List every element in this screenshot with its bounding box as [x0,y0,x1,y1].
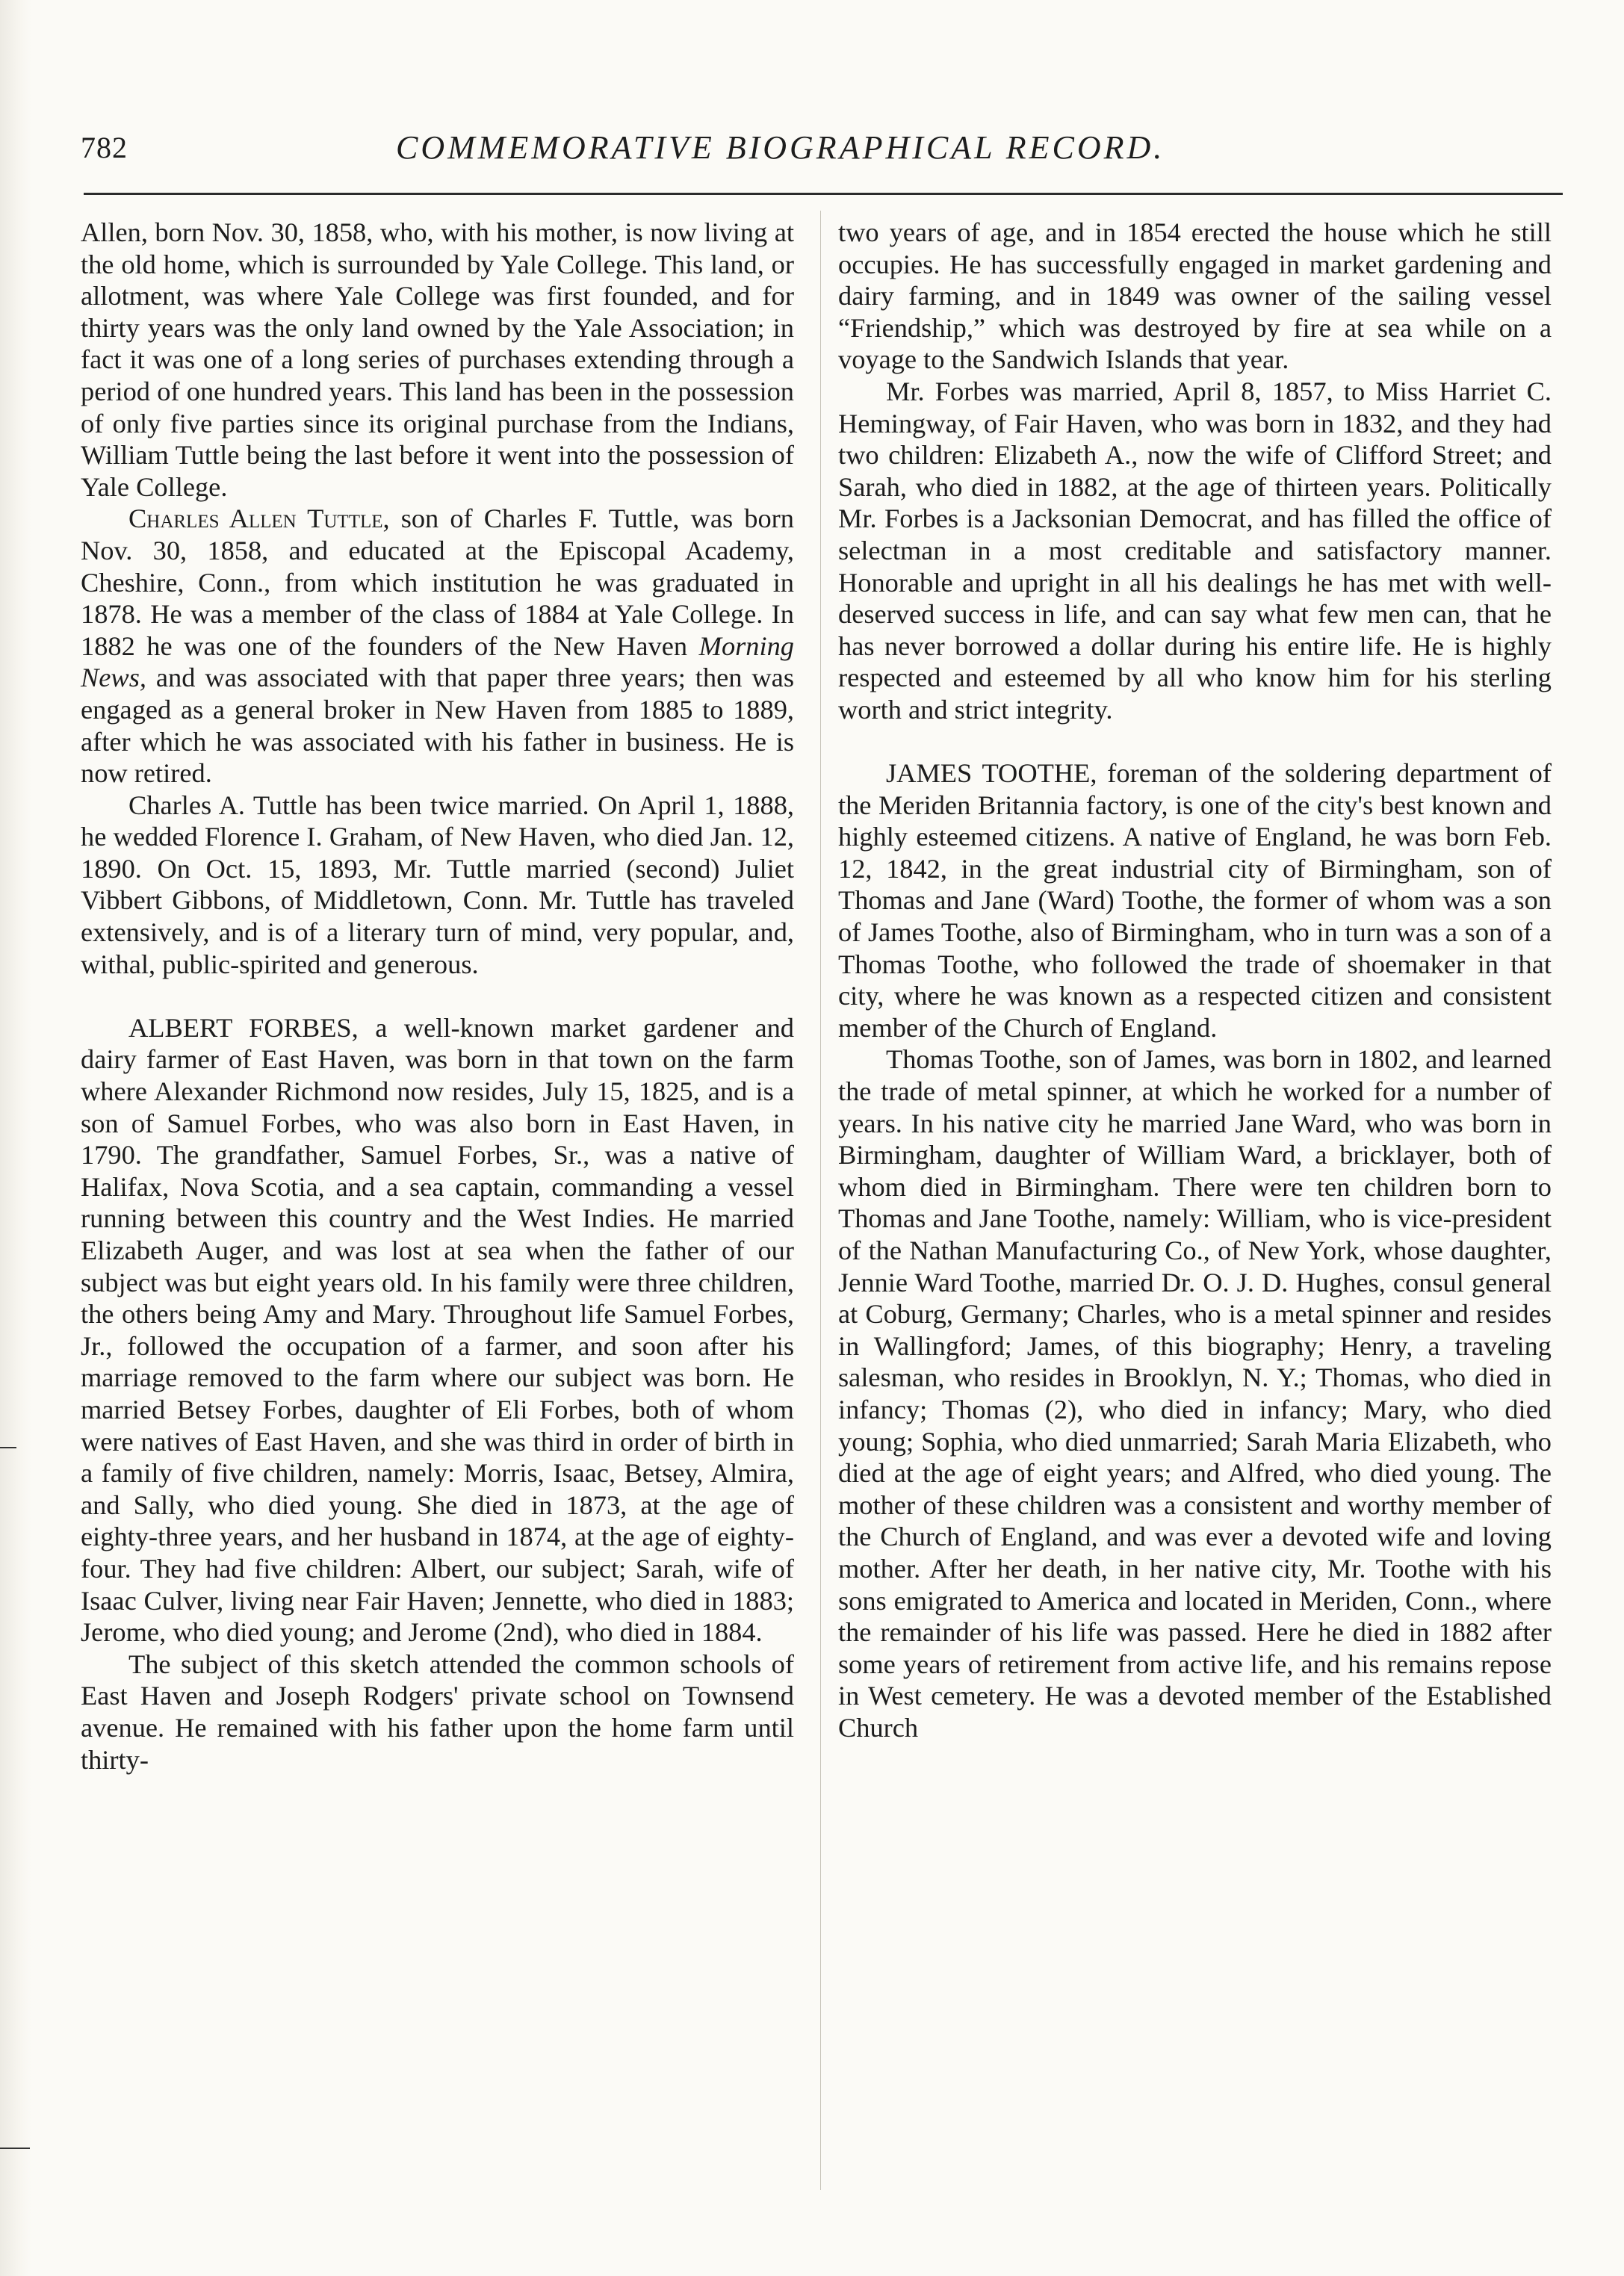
biography-entry: JAMES TOOTHE, foreman of the soldering department of the Meriden Britannia factory, is one of the city's best known and highly esteemed citizens. A native of England, he was born Feb. 12, 1842, in the great industrial city of Birmingham, son of Thomas and Jane (Ward) Toothe, the former of whom was a son of James Toothe, also of Birmingham, who in turn was a son of a Thomas Toothe, who followed the trade of shoemaker in that city, where he was known as a respected citizen and consistent member of the Church of England. [838,758,1552,1043]
paragraph: Mr. Forbes was married, April 8, 1857, to Miss Harriet C. Hemingway, of Fair Haven, who was born in 1832, and they had two children: Elizabeth A., now the wife of Clifford Street; and Sarah, who died in 1882, at the age of thirteen years. Politically Mr. Forbes is a Jacksonian Democrat, and has filled the office of selectman in a most creditable and satisfactory manner. Honorable and upright in all his dealings he has met with well-deserved success in life, and can say what few men can, that he has never borrowed a dollar during his entire life. He is highly respected and esteemed by all who know him for his sterling worth and strict integrity. [838,376,1552,725]
paragraph: Thomas Toothe, son of James, was born in 1802, and learned the trade of metal spinner, at which he worked for a number of years. In his native city he married Jane Ward, who was born in Birmingham, daughter of William Ward, a bricklayer, both of whom died in Birmingham. There were ten children born to Thomas and Jane Toothe, namely: William, who is vice-president of the Nathan Manufacturing Co., of New York, whose daughter, Jennie Ward Toothe, married Dr. O. J. D. Hughes, consul general at Coburg, Germany; Charles, who is a metal spinner and resides in Wallingford; James, of this biography; Henry, a traveling salesman, who resides in Brooklyn, N. Y.; Thomas, who died in infancy; Thomas (2), who died in infancy; Mary, who died young; Sophia, who died unmarried; Sarah Maria Elizabeth, who died at the age of eight years; and Alfred, who died young. The mother of these children was a consistent and worthy member of the Church of England, and was ever a devoted wife and loving mother. After her death, in her native city, Mr. Toothe with his sons emigrated to America and located in Meriden, Conn., where the remainder of his life was passed. Here he died in 1882 after some years of retirement from active life, and his remains repose in West cemetery. He was a devoted member of the Established Church [838,1044,1552,1743]
margin-mark [0,1447,16,1448]
left-column [81,217,794,1776]
paragraph [81,503,794,789]
paragraph-text: son of Charles F. Tuttle, was born Nov. 30, 1858, and educated at the Episcopal Academy, Cheshire, Conn., from which institution he was graduated in 1878. He was a member of the class of 1884 at Yale College. In 1882 he was one of the founders of the New Haven [81,503,794,661]
page-number: 782 [81,131,128,164]
paragraph: The subject of this sketch attended the common schools of East Haven and Joseph Rodgers' private school on Townsend avenue. He remained with his father upon the home farm until thirty- [81,1649,794,1775]
biography-entry: ALBERT FORBES, a well-known market gardener and dairy farmer of East Haven, was born in that town on the farm where Alexander Richmond now resides, July 15, 1825, and is a son of Samuel Forbes, who was also born in East Haven, in 1790. The grandfather, Samuel Forbes, Sr., was a native of Halifax, Nova Scotia, and a sea captain, commanding a vessel running between this country and the West Indies. He married Elizabeth Auger, and was lost at sea when the father of our subject was but eight years old. In his family were three children, the others being Amy and Mary. Throughout life Samuel Forbes, Jr., followed the occupation of a farmer, and soon after his marriage removed to the farm where our subject was born. He married Betsey Forbes, daughter of Eli Forbes, both of whom were natives of East Haven, and she was third in order of birth in a family of five children, namely: Morris, Isaac, Betsey, Almira, and Sally, who died young. She died in 1873, at the age of eighty-three years, and her husband in 1874, at the age of eighty-four. They had five children: Albert, our subject; Sarah, wife of Isaac Culver, living near Fair Haven; Jennette, who died in 1883; Jerome, who died young; and Jerome (2nd), who died in 1884. [81,1012,794,1648]
biography-name: Charles Allen Tuttle, [128,503,390,534]
margin-mark [0,2148,30,2149]
scan-edge [0,0,31,2276]
running-head: COMMEMORATIVE BIOGRAPHICAL RECORD. [396,129,1165,166]
right-column [838,217,1552,1744]
column-divider [820,211,821,2190]
header-rule [84,193,1563,195]
newspaper-title: Morning News, [81,630,794,693]
paragraph: two years of age, and in 1854 erected the house which he still occupies. He has successfully engaged in market gardening and dairy farming, and in 1849 was owner of the sailing vessel “Friendship,” which was destroyed by fire at sea while on a voyage to the Sandwich Islands that year. [838,217,1552,375]
paragraph: Charles A. Tuttle has been twice married. On April 1, 1888, he wedded Florence I. Graham, of New Haven, who died Jan. 12, 1890. On Oct. 15, 1893, Mr. Tuttle married (second) Juliet Vibbert Gibbons, of Middletown, Conn. Mr. Tuttle has traveled extensively, and is of a literary turn of mind, very popular, and, withal, public-spirited and generous. [81,790,794,979]
paragraph-text: and was associated with that paper three years; then was engaged as a general broker in New Haven from 1885 to 1889, after which he was associated with his father in business. He is now retired. [81,663,794,789]
paragraph: Allen, born Nov. 30, 1858, who, with his mother, is now living at the old home, which is surrounded by Yale College. This land, or allotment, was where Yale College was first founded, and for thirty years was the only land owned by the Yale Association; in fact it was one of a long series of purchases extending through a period of one hundred years. This land has been in the possession of only five parties since its original purchase from the Indians, William Tuttle being the last before it went into the possession of Yale College. [81,217,794,502]
